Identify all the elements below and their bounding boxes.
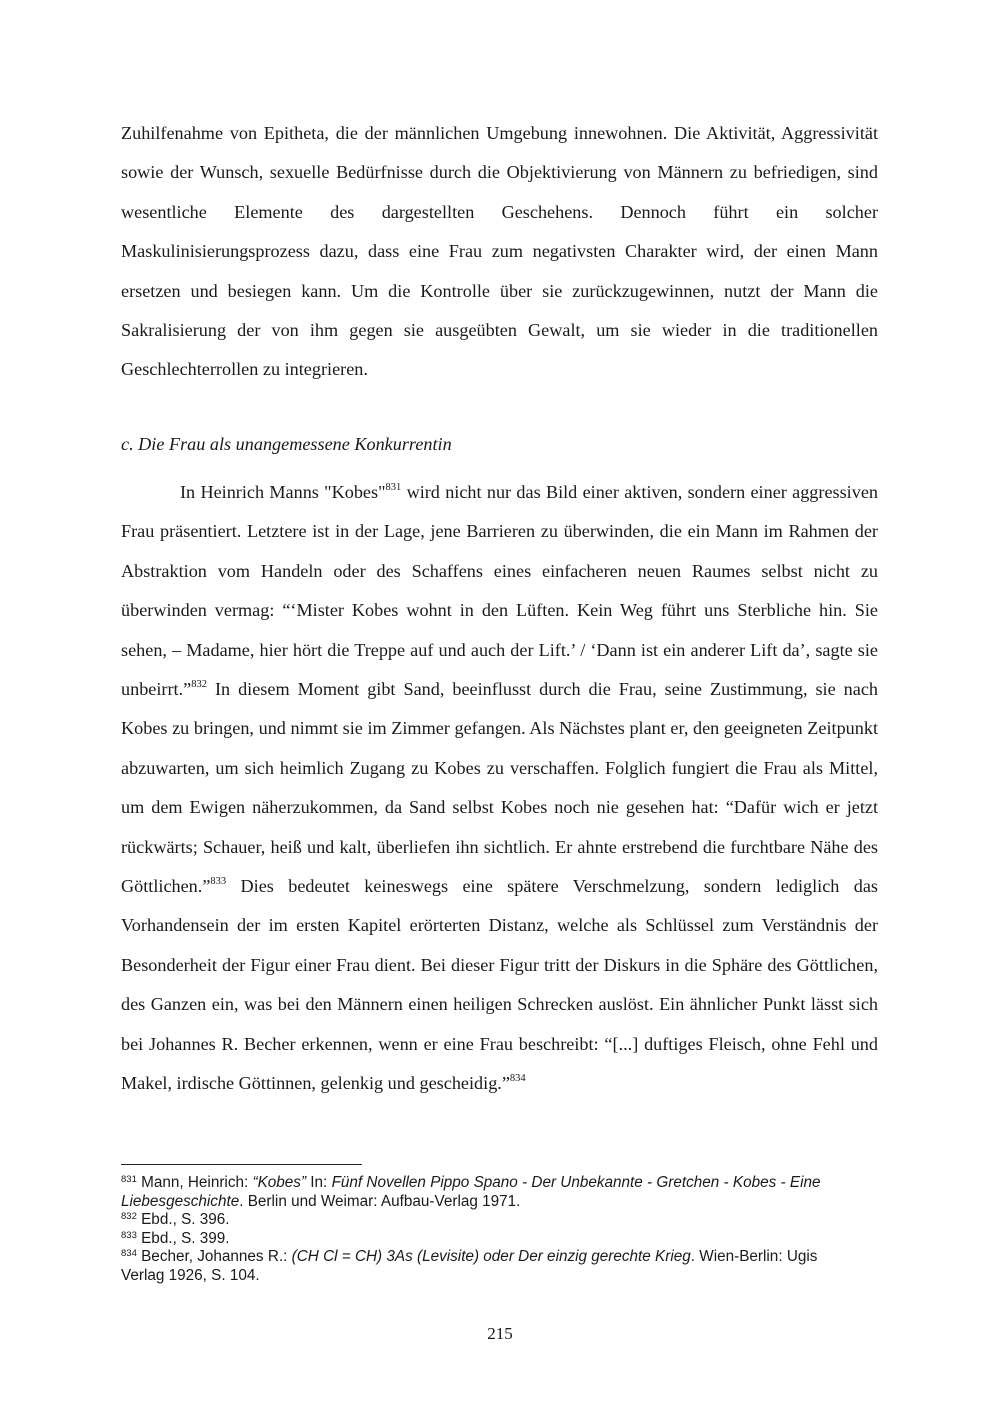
footnote-number: 832	[121, 1211, 137, 1223]
footnote-number: 833	[121, 1229, 137, 1241]
footnote-number: 831	[121, 1174, 137, 1185]
footnote-832	[121, 1211, 861, 1230]
paragraph-text-part: wird nicht nur das Bild einer aktiven, sondern einer aggressiven Frau präsentiert. Letztere ist in der Lage, jene Barrieren zu überwinden, die ein Mann im Rahmen der Abstraktion vom Handeln oder des Schaffens eines einfacheren neuen Raumes selbst nicht zu überwinden vermag: “‘Mister Kobes wohnt in den Lüften. Kein Weg führt uns Sterbliche hin. Sie sehen, – Madame, hier hört die Treppe auf und auch der Lift.’ / ‘Dann ist ein anderer Lift da’, sagte sie unbeirrt.”	[121, 482, 878, 700]
footnote-text: . Wien-Berlin: Ugis Verlag 1926, S. 104.	[121, 1248, 818, 1284]
footnote-831	[121, 1174, 861, 1211]
paragraph-text-part: In Heinrich Manns "Kobes"	[180, 482, 386, 502]
footnote-title: Fünf Novellen Pippo Spano - Der Unbekannte - Gretchen - Kobes - Eine Liebesgeschichte	[121, 1174, 821, 1210]
paragraph-text	[121, 473, 878, 1104]
footnotes-section	[121, 1174, 861, 1286]
footnote-text: Mann, Heinrich:	[141, 1174, 253, 1191]
body-paragraph-1	[121, 114, 878, 390]
footnote-text: In:	[306, 1174, 332, 1191]
paragraph-text-part: Dies bedeutet keineswegs eine spätere Verschmelzung, sondern lediglich das Vorhandensein der im ersten Kapitel erörterten Distanz, welche als Schlüssel zum Verständnis der Besonderheit der Figur einer Frau dient. Bei dieser Figur tritt der Diskurs in die Sphäre des Göttlichen, des Ganzen ein, was bei den Männern einen heiligen Schrecken auslöst. Ein ähnlicher Punkt lässt sich bei Johannes R. Becher erkennen, wenn er eine Frau beschreibt: “[...] duftiges Fleisch, ohne Fehl und Makel, irdische Göttinnen, gelenkig und gescheidig.”	[121, 876, 878, 1094]
footnote-title: “Kobes”	[252, 1174, 307, 1191]
body-paragraph-2	[121, 473, 878, 1104]
footnote-number: 834	[121, 1248, 137, 1260]
footnote-text: Ebd., S. 399.	[141, 1229, 230, 1247]
footnote-reference[interactable]: 832	[191, 679, 207, 691]
paragraph-text-part: In diesem Moment gibt Sand, beeinflusst durch die Frau, seine Zustimmung, sie nach Kobes zu bringen, und nimmt sie im Zimmer gefangen. Als Nächstes plant er, den geeigneten Zeitpunkt abzuwarten, um sich heimlich Zugang zu Kobes zu verschaffen. Folglich fungiert die Frau als Mittel, um dem Ewigen näherzukommen, da Sand selbst Kobes noch nie gesehen hat: “Dafür wich er jetzt rückwärts; Schauer, heiß und kalt, überliefen ihn sichtlich. Er ahnte erstrebend die furchtbare Nähe des Göttlichen.”	[121, 679, 878, 897]
footnote-reference[interactable]: 831	[385, 482, 402, 493]
footnote-text: Ebd., S. 396.	[141, 1211, 230, 1229]
section-heading: c. Die Frau als unangemessene Konkurrentin	[121, 434, 452, 454]
footnote-833	[121, 1230, 861, 1249]
footnote-title: (CH Cl = CH) 3As (Levisite) oder Der einzig gerechte Krieg	[291, 1248, 691, 1266]
footnote-834	[121, 1248, 861, 1285]
paragraph-text: Zuhilfenahme von Epitheta, die der männlichen Umgebung innewohnen. Die Aktivität, Aggressivität sowie der Wunsch, sexuelle Bedürfnisse durch die Objektivierung von Männern zu befriedigen, sind wesentliche Elemente des dargestellten Geschehens. Dennoch führt ein solcher Maskulinisierungsprozess dazu, dass eine Frau zum negativsten Charakter wird, der einen Mann ersetzen und besiegen kann. Um die Kontrolle über sie zurückzugewinnen, nutzt der Mann die Sakralisierung der von ihm gegen sie ausgeübten Gewalt, um sie wieder in die traditionellen Geschlechterrollen zu integrieren.	[121, 123, 878, 380]
footnote-reference[interactable]: 834	[509, 1073, 526, 1085]
page-number: 215	[487, 1324, 513, 1343]
footnote-text: . Berlin und Weimar: Aufbau-Verlag 1971.	[239, 1192, 521, 1210]
footnote-text: Becher, Johannes R.:	[141, 1248, 292, 1266]
footnote-divider	[121, 1164, 362, 1165]
footnote-reference[interactable]: 833	[210, 876, 227, 888]
